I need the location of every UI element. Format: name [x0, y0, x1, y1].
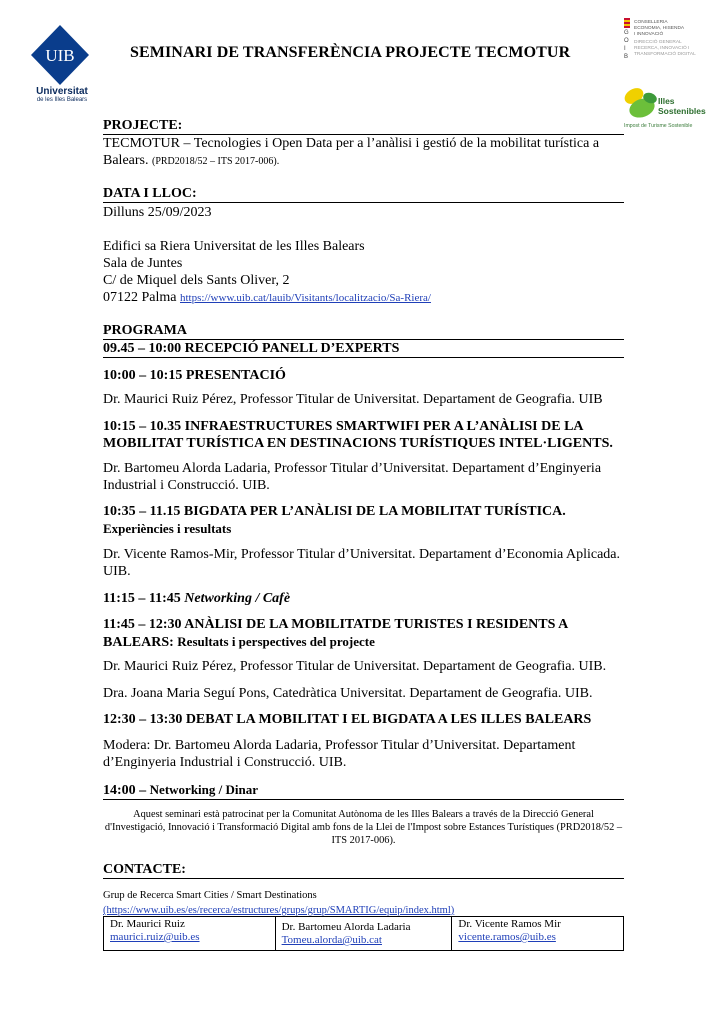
program-speaker: Dr. Vicente Ramos-Mir, Professor Titular d’Universitat. Departament d’Economia Aplicada. UIB.: [103, 547, 621, 579]
program-item-head: [103, 616, 624, 651]
illes-sostenibles-name: [658, 96, 706, 116]
program-item-head: 10:00 – 10:15 PRESENTACIÓ: [103, 368, 286, 383]
goib-letter: G: [624, 30, 629, 36]
goib-logo: [624, 18, 704, 78]
program-speaker: Dra. Joana Maria Seguí Pons, Catedràtica Universitat. Departament de Geografia. UIB.: [103, 686, 593, 701]
program-time: 11:15 – 11:45: [103, 591, 185, 606]
uib-diamond-icon: [30, 24, 90, 86]
sostenibles-line: Sostenibles: [658, 106, 706, 116]
projecte-text: [103, 135, 625, 170]
program-speaker: Dr. Bartomeu Alorda Ladaria, Professor Titular d’Universitat. Departament d’Enginyeria Industrial i Construcció. UIB.: [103, 461, 602, 493]
address-line: Edifici sa Riera Universitat de les Illes Balears: [103, 239, 365, 254]
contact-cell: [275, 917, 452, 951]
contact-email[interactable]: maurici.ruiz@uib.es: [110, 931, 200, 943]
goib-line: RECERCA, INNOVACIÓ I: [634, 46, 690, 51]
program-title-sub: Resultats i perspectives del projecte: [177, 634, 375, 649]
program-time: 14:00 –: [103, 783, 150, 798]
address-city-line: [103, 289, 625, 307]
event-date: Dilluns 25/09/2023: [103, 205, 212, 220]
program-item-head: 12:30 – 13:30 DEBAT LA MOBILITAT I EL BIGDATA A LES ILLES BALEARS: [103, 712, 592, 727]
goib-line: DIRECCIÓ GENERAL: [634, 40, 682, 45]
goib-line: CONSELLERIA: [634, 20, 668, 25]
illes-sostenibles-tagline: Impost de Turisme Sostenible: [624, 123, 693, 129]
goib-line: I INNOVACIÓ: [634, 32, 664, 37]
goib-letter: O: [624, 38, 629, 44]
program-item-head: 10:15 – 10.35 INFRAESTRUCTURES SMARTWIFI PER A L’ANÀLISI DE LA MOBILITAT TURÍSTICA EN DESTINACIONS TURÍSTIQUES INTEL·LIGENTS.: [103, 419, 613, 451]
goib-line: ECONOMIA, HISENDA: [634, 26, 685, 31]
projecte-code: (PRD2018/52 – ITS 2017-006).: [151, 156, 280, 167]
contact-cell: [104, 917, 276, 951]
projecte-main: TECMOTUR – Tecnologies i Open Data per a l’anàlisi i gestió de la mobilitat turística a Balears.: [103, 136, 600, 168]
contact-email[interactable]: Tomeu.alorda@uib.cat: [281, 934, 382, 946]
address-line: C/ de Miquel dels Sants Oliver, 2: [103, 273, 290, 288]
goib-line: TRANSFORMACIÓ DIGITAL: [634, 52, 696, 57]
page-title: SEMINARI DE TRANSFERÈNCIA PROJECTE TECMOTUR: [130, 44, 571, 61]
program-break-label: Networking / Cafè: [184, 591, 291, 606]
address-city: 07122 Palma: [103, 290, 177, 305]
address-line: Sala de Juntes: [103, 256, 183, 271]
table-row: [104, 917, 624, 951]
program-item-head: [103, 781, 624, 800]
contact-name: Dr. Maurici Ruiz: [110, 918, 185, 930]
uib-logo: [30, 24, 90, 86]
goib-letter: B: [624, 54, 629, 60]
section-heading-data-lloc: DATA I LLOC:: [103, 186, 624, 203]
program-speaker: Dr. Maurici Ruiz Pérez, Professor Titular de Universitat. Departament de Geografia. UIB: [103, 392, 603, 407]
program-item-subhead: Experiències i resultats: [103, 521, 232, 536]
section-heading-programa: PROGRAMA: [103, 323, 624, 340]
uib-name-line1: Universitat: [36, 86, 88, 97]
program-item-head: [103, 590, 624, 607]
goib-letter: I: [624, 46, 626, 52]
contact-email[interactable]: vicente.ramos@uib.es: [458, 931, 556, 943]
research-group: Grup de Recerca Smart Cities / Smart Destinations: [103, 890, 317, 901]
leaf-icon: [622, 84, 662, 122]
program-speaker: Dr. Maurici Ruiz Pérez, Professor Titular de Universitat. Departament de Geografia. UIB.: [103, 659, 607, 674]
section-heading-projecte: PROJECTE:: [103, 118, 624, 135]
program-item-head: 09.45 – 10:00 RECEPCIÓ PANELL D’EXPERTS: [103, 340, 624, 358]
program-title: 11:45 – 12:30 ANÀLISI DE LA MOBILITATDE TURISTES I RESIDENTS A BALEARS:: [103, 617, 568, 650]
illes-sostenibles-logo: [622, 84, 712, 134]
contact-name: Dr. Bartomeu Alorda Ladaria: [281, 921, 411, 933]
uib-name-line2: de les Illes Balears: [36, 97, 88, 103]
program-break-label: Networking / Dinar: [149, 782, 259, 797]
research-group-link[interactable]: (https://www.uib.es/es/recerca/estructures/grups/grup/SMARTIG/equip/index.html): [103, 905, 455, 916]
location-link[interactable]: https://www.uib.cat/lauib/Visitants/localitzacio/Sa-Riera/: [180, 292, 431, 304]
sponsor-note: Aquest seminari està patrocinat per la Comunitat Autònoma de les Illes Balears a través de la Direcció General d'Investigació, Innovació i Transformació Digital amb fons de la Llei de l'Impost sobre Estances Turístiques (PRD2018/52 – ITS 2017-006).: [104, 809, 623, 846]
goib-crest-icon: [624, 18, 630, 28]
contact-table: [103, 916, 624, 951]
uib-logo-text: UIB: [45, 46, 75, 65]
program-item-head: 10:35 – 11.15 BIGDATA PER L’ANÀLISI DE LA MOBILITAT TURÍSTICA.: [103, 504, 566, 519]
illes-line: Illes: [658, 96, 675, 106]
program-speaker: Modera: Dr. Bartomeu Alorda Ladaria, Professor Titular d’Universitat. Departament d’Enginyeria Industrial i Construcció. UIB.: [103, 738, 576, 770]
uib-name: [32, 86, 92, 104]
contact-cell: [452, 917, 624, 951]
section-heading-contacte: CONTACTE:: [103, 862, 624, 879]
contact-name: Dr. Vicente Ramos Mir: [458, 918, 561, 930]
